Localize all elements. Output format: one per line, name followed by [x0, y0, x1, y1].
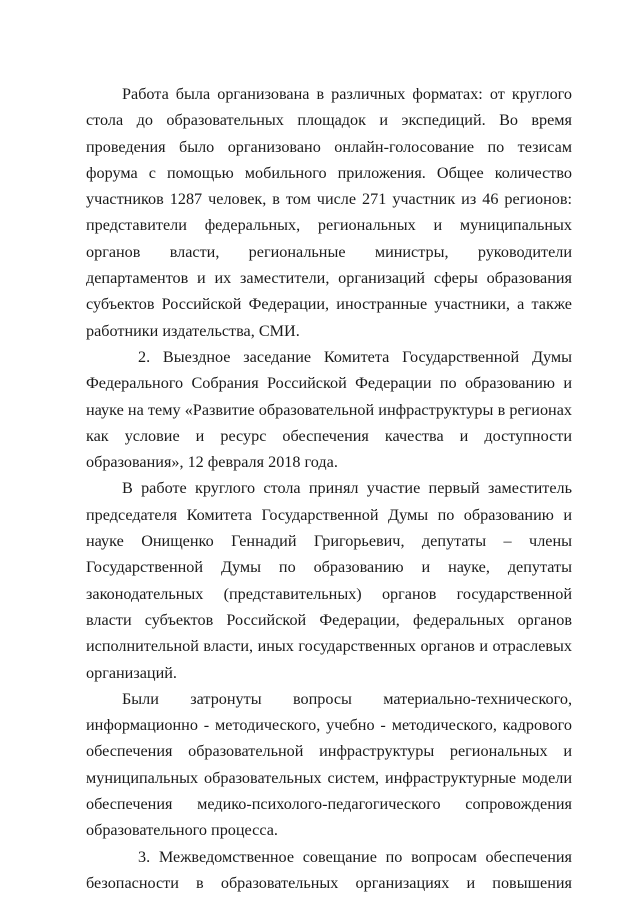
document-page	[86, 81, 572, 896]
paragraph-round-table-participants: В работе круглого стола принял участие первый заместитель председателя Комитета Государственной Думы по образованию и науке Онищенко Геннадий Григорьевич, депутаты – члены Государственной Думы по образованию и науке, депутаты законодательных (представительных) органов государственной власти субъектов Российской Федерации, федеральных органов исполнительной власти, иных государственных органов и отраслевых организаций.	[86, 479, 572, 682]
paragraph-forum-formats: Работа была организована в различных форматах: от круглого стола до образовательных площадок и экспедиций. Во время проведения было организовано онлайн-голосование по тезисам форума с помощью мобильного приложения. Общее количество участников 1287 человек, в том числе 271 участник из 46 регионов: представители федеральных, региональных и муниципальных органов власти, региональные министры, руководители департаментов и их заместители, организаций сферы образования субъектов Российской Федерации, иностранные участники, а также работники издательства, СМИ.	[86, 85, 572, 340]
paragraph-item-3-security-meeting: 3. Межведомственное совещание по вопросам обеспечения безопасности в образовательных организациях и повышения	[86, 847, 572, 892]
paragraph-discussed-issues: Были затронуты вопросы материально-технического, информационно - методического, учебно - методического, кадрового обеспечения образовательной инфраструктуры региональных и муниципальных образовательных систем, инфраструктурные модели обеспечения медико-психолого-педагогического сопровождения образовательного процесса.	[86, 689, 572, 840]
paragraph-item-2-committee-session: 2. Выездное заседание Комитета Государственной Думы Федерального Собрания Российской Федерации по образованию и науке на тему «Развитие образовательной инфраструктуры в регионах как условие и ресурс обеспечения качества и доступности образования», 12 февраля 2018 года.	[86, 347, 572, 472]
